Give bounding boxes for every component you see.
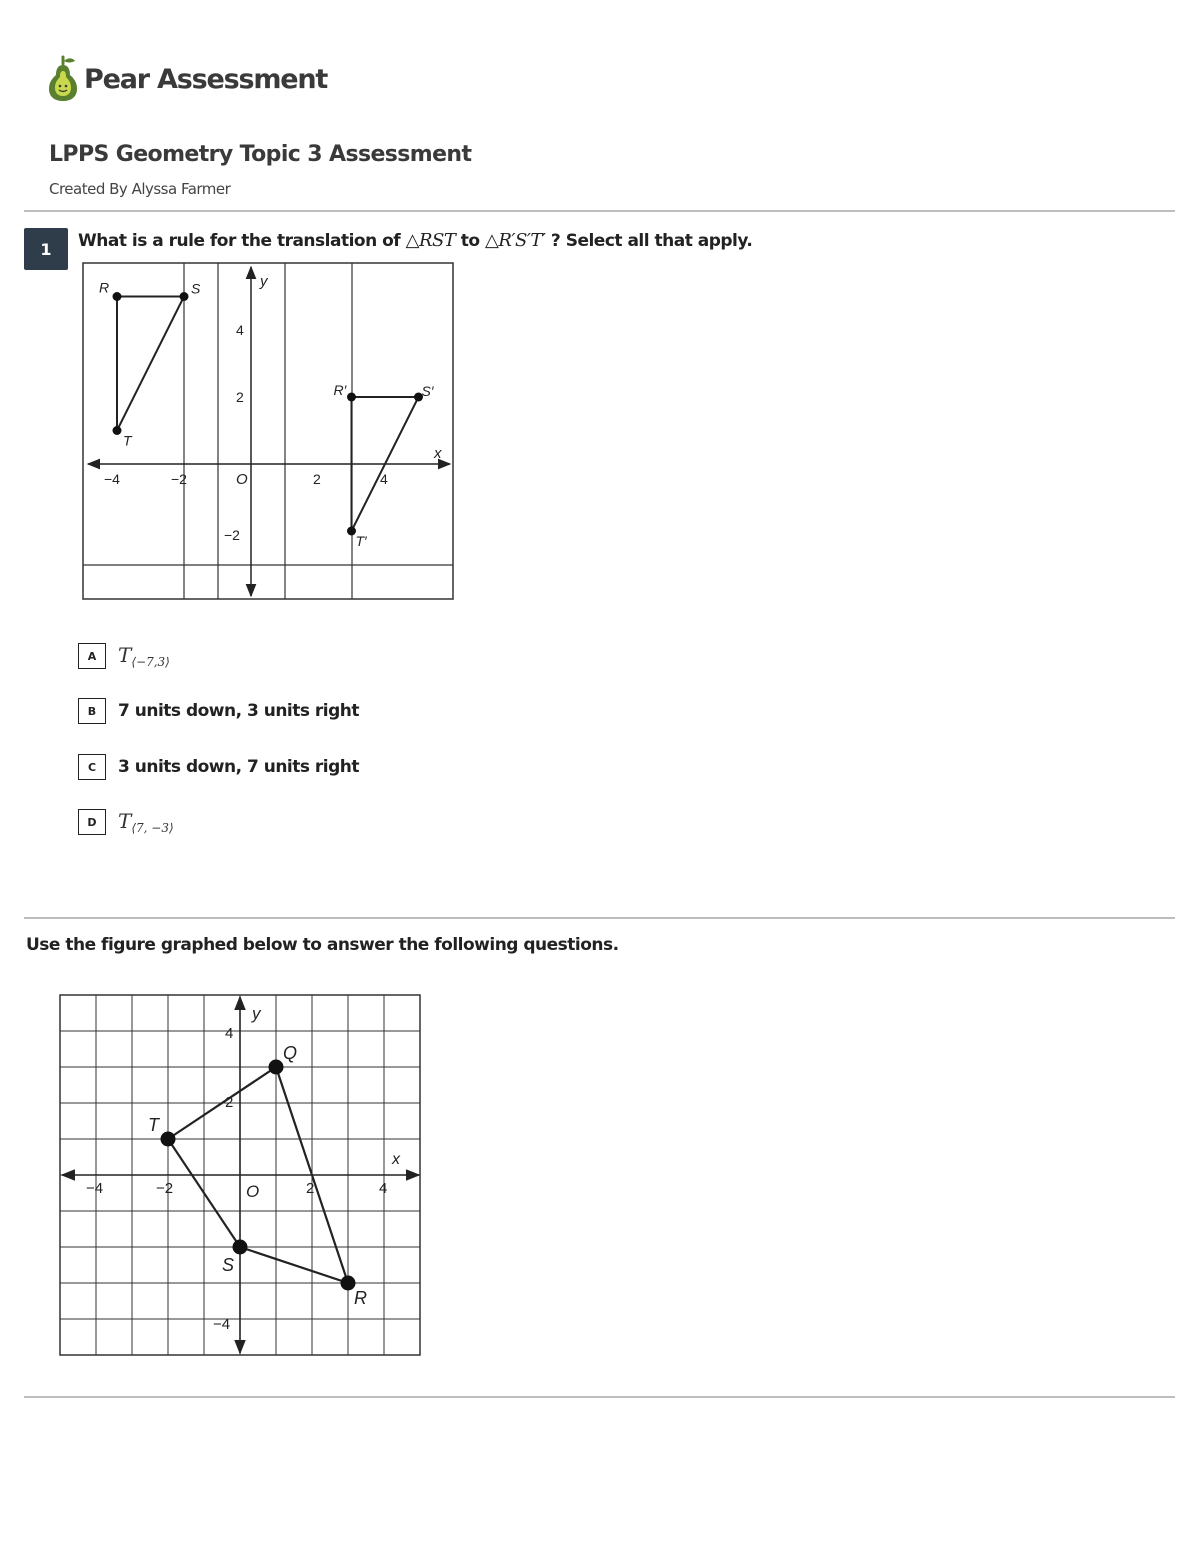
option-letter[interactable]: D <box>78 809 106 835</box>
triangle-rst-shape <box>117 297 184 431</box>
question-number: 1 <box>24 228 68 270</box>
grid-lines <box>83 263 453 599</box>
x-tick-label: 2 <box>313 471 321 487</box>
origin-label: O <box>246 1182 260 1201</box>
option-rule <box>118 809 174 835</box>
divider <box>24 1396 1175 1398</box>
option-b[interactable] <box>78 696 359 726</box>
point-r-prime <box>347 393 356 402</box>
assessment-title: LPPS Geometry Topic 3 Assessment <box>49 142 472 167</box>
quadrilateral-graph <box>58 993 424 1359</box>
option-text: 3 units down, 7 units right <box>118 757 360 777</box>
option-d[interactable] <box>78 807 174 837</box>
question-text-mid: to <box>460 231 480 251</box>
x-axis-label: x <box>392 1151 400 1168</box>
point-label: Q <box>283 1043 298 1063</box>
triangle-rst: △RST <box>405 230 456 251</box>
y-tick-label: −2 <box>224 527 240 543</box>
rule-vector: ⟨7, −3⟩ <box>131 821 174 835</box>
option-letter[interactable]: A <box>78 643 106 669</box>
x-tick-label: 4 <box>379 1180 388 1197</box>
point-r <box>113 292 122 301</box>
point-s <box>180 292 189 301</box>
point-label: S′ <box>421 383 434 399</box>
point-s <box>233 1240 248 1255</box>
y-tick-label: 2 <box>225 1094 234 1111</box>
point-t <box>161 1132 176 1147</box>
x-tick-label: −4 <box>86 1180 104 1197</box>
point-label: R <box>354 1288 367 1308</box>
rule-vector: ⟨−7,3⟩ <box>131 655 170 669</box>
rule-symbol: T <box>118 809 132 833</box>
y-tick-label: 4 <box>236 322 244 338</box>
y-axis-label: y <box>260 273 268 290</box>
question-text-before: What is a rule for the translation of <box>78 231 401 251</box>
option-text: 7 units down, 3 units right <box>118 701 360 721</box>
rule-symbol: T <box>118 643 132 667</box>
option-rule <box>118 643 170 669</box>
y-tick-label: 4 <box>225 1025 234 1042</box>
option-letter[interactable]: B <box>78 698 106 724</box>
option-letter[interactable]: C <box>78 754 106 780</box>
x-tick-label: −2 <box>171 471 187 487</box>
x-tick-label: −2 <box>156 1180 174 1197</box>
point-label: R <box>99 279 110 296</box>
point-label: T <box>148 1115 159 1135</box>
point-label: R′ <box>333 382 347 398</box>
x-tick-label: −4 <box>104 471 120 487</box>
point-label: S <box>191 280 201 297</box>
divider <box>24 917 1175 919</box>
point-q <box>269 1060 284 1075</box>
x-tick-label: 2 <box>306 1180 315 1197</box>
option-a[interactable] <box>78 641 170 671</box>
x-tick-label: 4 <box>380 471 388 487</box>
point-label: S <box>222 1255 235 1275</box>
figure-instruction: Use the figure graphed below to answer the following questions. <box>26 935 619 955</box>
question-text-after: ? Select all that apply. <box>550 231 753 251</box>
y-axis-label: y <box>252 1004 261 1023</box>
y-tick-label: 2 <box>236 389 244 405</box>
point-t <box>113 426 122 435</box>
point-label: T′ <box>355 533 367 549</box>
brand-logo[interactable] <box>46 54 327 104</box>
point-label: T <box>123 432 132 449</box>
option-c[interactable] <box>78 752 359 782</box>
y-tick-label: −4 <box>213 1316 231 1333</box>
assessment-author: Created By Alyssa Farmer <box>49 180 231 198</box>
question-text <box>78 230 752 251</box>
triangle-rst-prime: △R′S′T′ <box>485 230 546 251</box>
graph-border <box>83 263 453 599</box>
x-axis-label: x <box>434 445 442 462</box>
translation-graph <box>82 262 456 602</box>
brand-name: Pear Assessment <box>84 63 328 95</box>
origin-label: O <box>236 471 248 488</box>
divider <box>24 210 1175 212</box>
pear-icon <box>46 55 80 103</box>
